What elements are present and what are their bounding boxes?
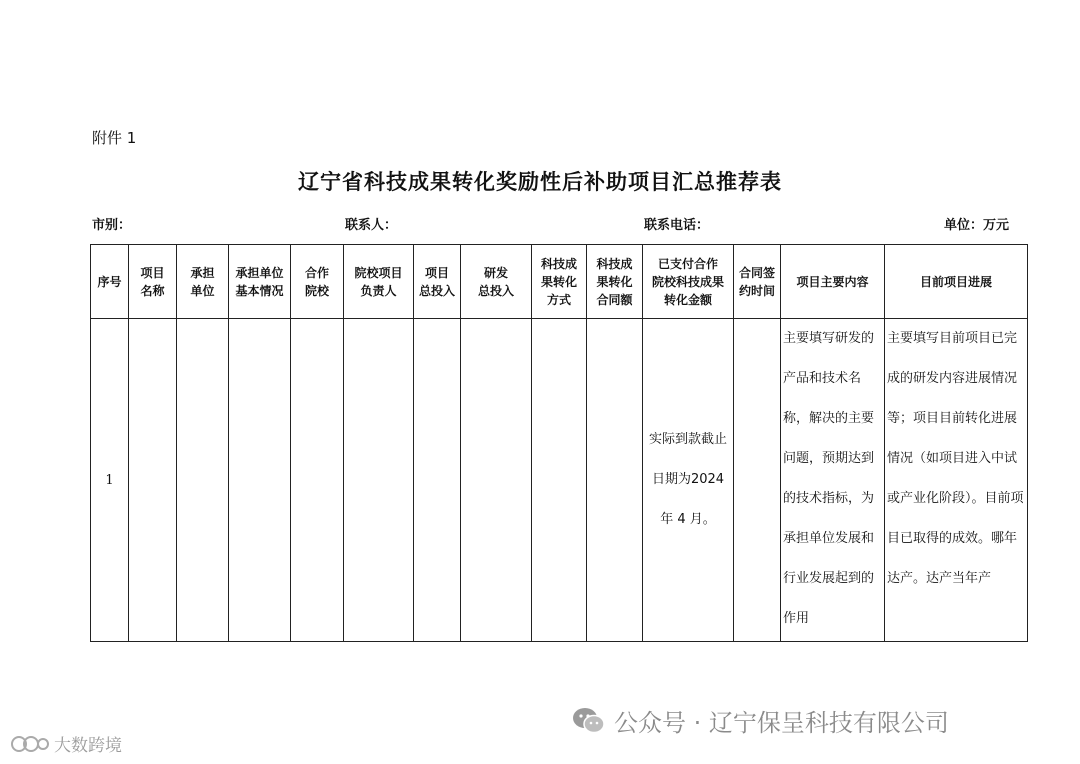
- source-watermark: [10, 731, 122, 756]
- summary-table: [90, 244, 1028, 642]
- brand-logo-icon: [10, 733, 50, 755]
- page-title: 辽宁省科技成果转化奖励性后补助项目汇总推荐表: [298, 170, 782, 194]
- header-cell: 科技成 果转化 方式: [532, 245, 587, 319]
- table-cell: [414, 319, 461, 642]
- header-cell: 承担单位 基本情况: [229, 245, 291, 319]
- unit-label: 单位：万元: [944, 218, 1010, 233]
- table-cell: [587, 319, 643, 642]
- header-cell: 院校项目 负责人: [344, 245, 414, 319]
- header-cell: 目前项目进展: [885, 245, 1028, 319]
- account-name: 公众号 · 辽宁保呈科技有限公司: [614, 709, 949, 737]
- contact-label: 联系人：: [345, 218, 398, 233]
- header-cell: 序号: [91, 245, 129, 319]
- paid-amount-note: 实际到款截止日期为2024 年 4 月。: [643, 319, 734, 642]
- table-cell: [734, 319, 781, 642]
- account-watermark: [572, 703, 949, 738]
- wechat-icon: [572, 706, 606, 736]
- table-cell: [229, 319, 291, 642]
- table-cell: [129, 319, 177, 642]
- header-row: [91, 245, 1028, 319]
- attachment-label: 附件 1: [92, 129, 137, 147]
- table-cell: [291, 319, 344, 642]
- header-cell: 项目主要内容: [781, 245, 885, 319]
- table-cell: [344, 319, 414, 642]
- main-content-cell: 主要填写研发的产品和技术名称，解决的主要问题，预期达到的技术指标，为承担单位发展和行业发展起到的作用: [781, 319, 885, 642]
- header-cell: 科技成 果转化 合同额: [587, 245, 643, 319]
- row-index: 1: [91, 319, 129, 642]
- table-cell: [461, 319, 532, 642]
- phone-label: 联系电话：: [644, 218, 710, 233]
- header-cell: 合同签 约时间: [734, 245, 781, 319]
- header-cell: 已支付合作 院校科技成果 转化金额: [643, 245, 734, 319]
- city-label: 市别：: [92, 218, 132, 233]
- header-cell: 项目 总投入: [414, 245, 461, 319]
- header-cell: 项目 名称: [129, 245, 177, 319]
- table-cell: [532, 319, 587, 642]
- header-cell: 承担 单位: [177, 245, 229, 319]
- header-cell: 研发 总投入: [461, 245, 532, 319]
- table-cell: [177, 319, 229, 642]
- header-cell: 合作 院校: [291, 245, 344, 319]
- source-name: 大数跨境: [54, 736, 122, 756]
- table-row: [91, 319, 1028, 642]
- progress-cell: 主要填写目前项目已完成的研发内容进展情况等；项目目前转化进展情况（如项目进入中试或产业化阶段）。目前项目已取得的成效。哪年达产。达产当年产: [885, 319, 1028, 642]
